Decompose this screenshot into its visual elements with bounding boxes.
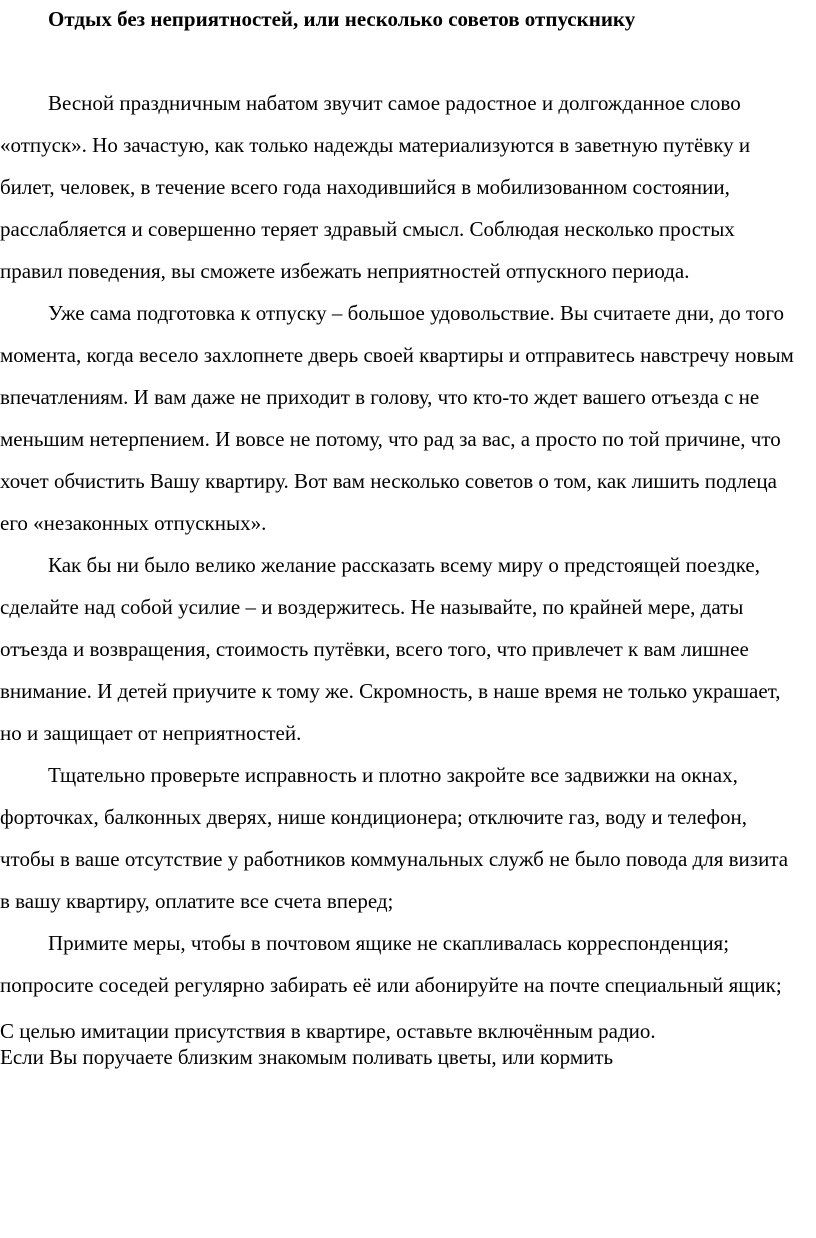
paragraph-preparation: Уже сама подготовка к отпуску – большое удовольствие. Вы считаете дни, до того момента, когда весело захлопнете дверь своей квартиры и отправитесь навстречу новым впечатлениям. И вам даже не приходит в голову, что кто-то ждет вашего отъезда с не меньшим нетерпением. И вовсе не потому, что рад за вас, а просто по той причине, что хочет обчистить Вашу квартиру. Вот вам несколько советов о том, как лишить подлеца его «незаконных отпускных». bbox=[0, 301, 794, 535]
tail-line-radio: С целью имитации присутствия в квартире, оставьте включённым радио. bbox=[0, 1019, 656, 1043]
paragraph-discretion: Как бы ни было велико желание рассказать всему миру о предстоящей поездке, сделайте над собой усилие – и воздержитесь. Не называйте, по крайней мере, даты отъезда и возвращения, стоимость путёвки, всего того, что привлечет к вам лишнее внимание. И детей приучите к тому же. Скромность, в наше время не только украшает, но и защищает от неприятностей. bbox=[0, 553, 781, 745]
tail-line-flowers: Если Вы поручаете близким знакомым поливать цветы, или кормить bbox=[0, 1045, 614, 1069]
document-title: Отдых без неприятностей, или несколько советов отпускнику bbox=[48, 7, 636, 31]
document-body bbox=[0, 82, 816, 1070]
paragraph-intro: Весной праздничным набатом звучит самое радостное и долгожданное слово «отпуск». Но зачастую, как только надежды материализуются в заветную путёвку и билет, человек, в течение всего года находившийся в мобилизованном состоянии, расслабляется и совершенно теряет здравый смысл. Соблюдая несколько простых правил поведения, вы сможете избежать неприятностей отпускного периода. bbox=[0, 91, 751, 283]
paragraph-mailbox: Примите меры, чтобы в почтовом ящике не скапливалась корреспонденция; попросите соседей регулярно забирать её или абонируйте на почте специальный ящик; bbox=[0, 931, 782, 997]
paragraph-windows: Тщательно проверьте исправность и плотно закройте все задвижки на окнах, форточках, балконных дверях, нише кондиционера; отключите газ, воду и телефон, чтобы в ваше отсутствие у работников коммунальных служб не было повода для визита в вашу квартиру, оплатите все счета вперед; bbox=[0, 763, 789, 913]
